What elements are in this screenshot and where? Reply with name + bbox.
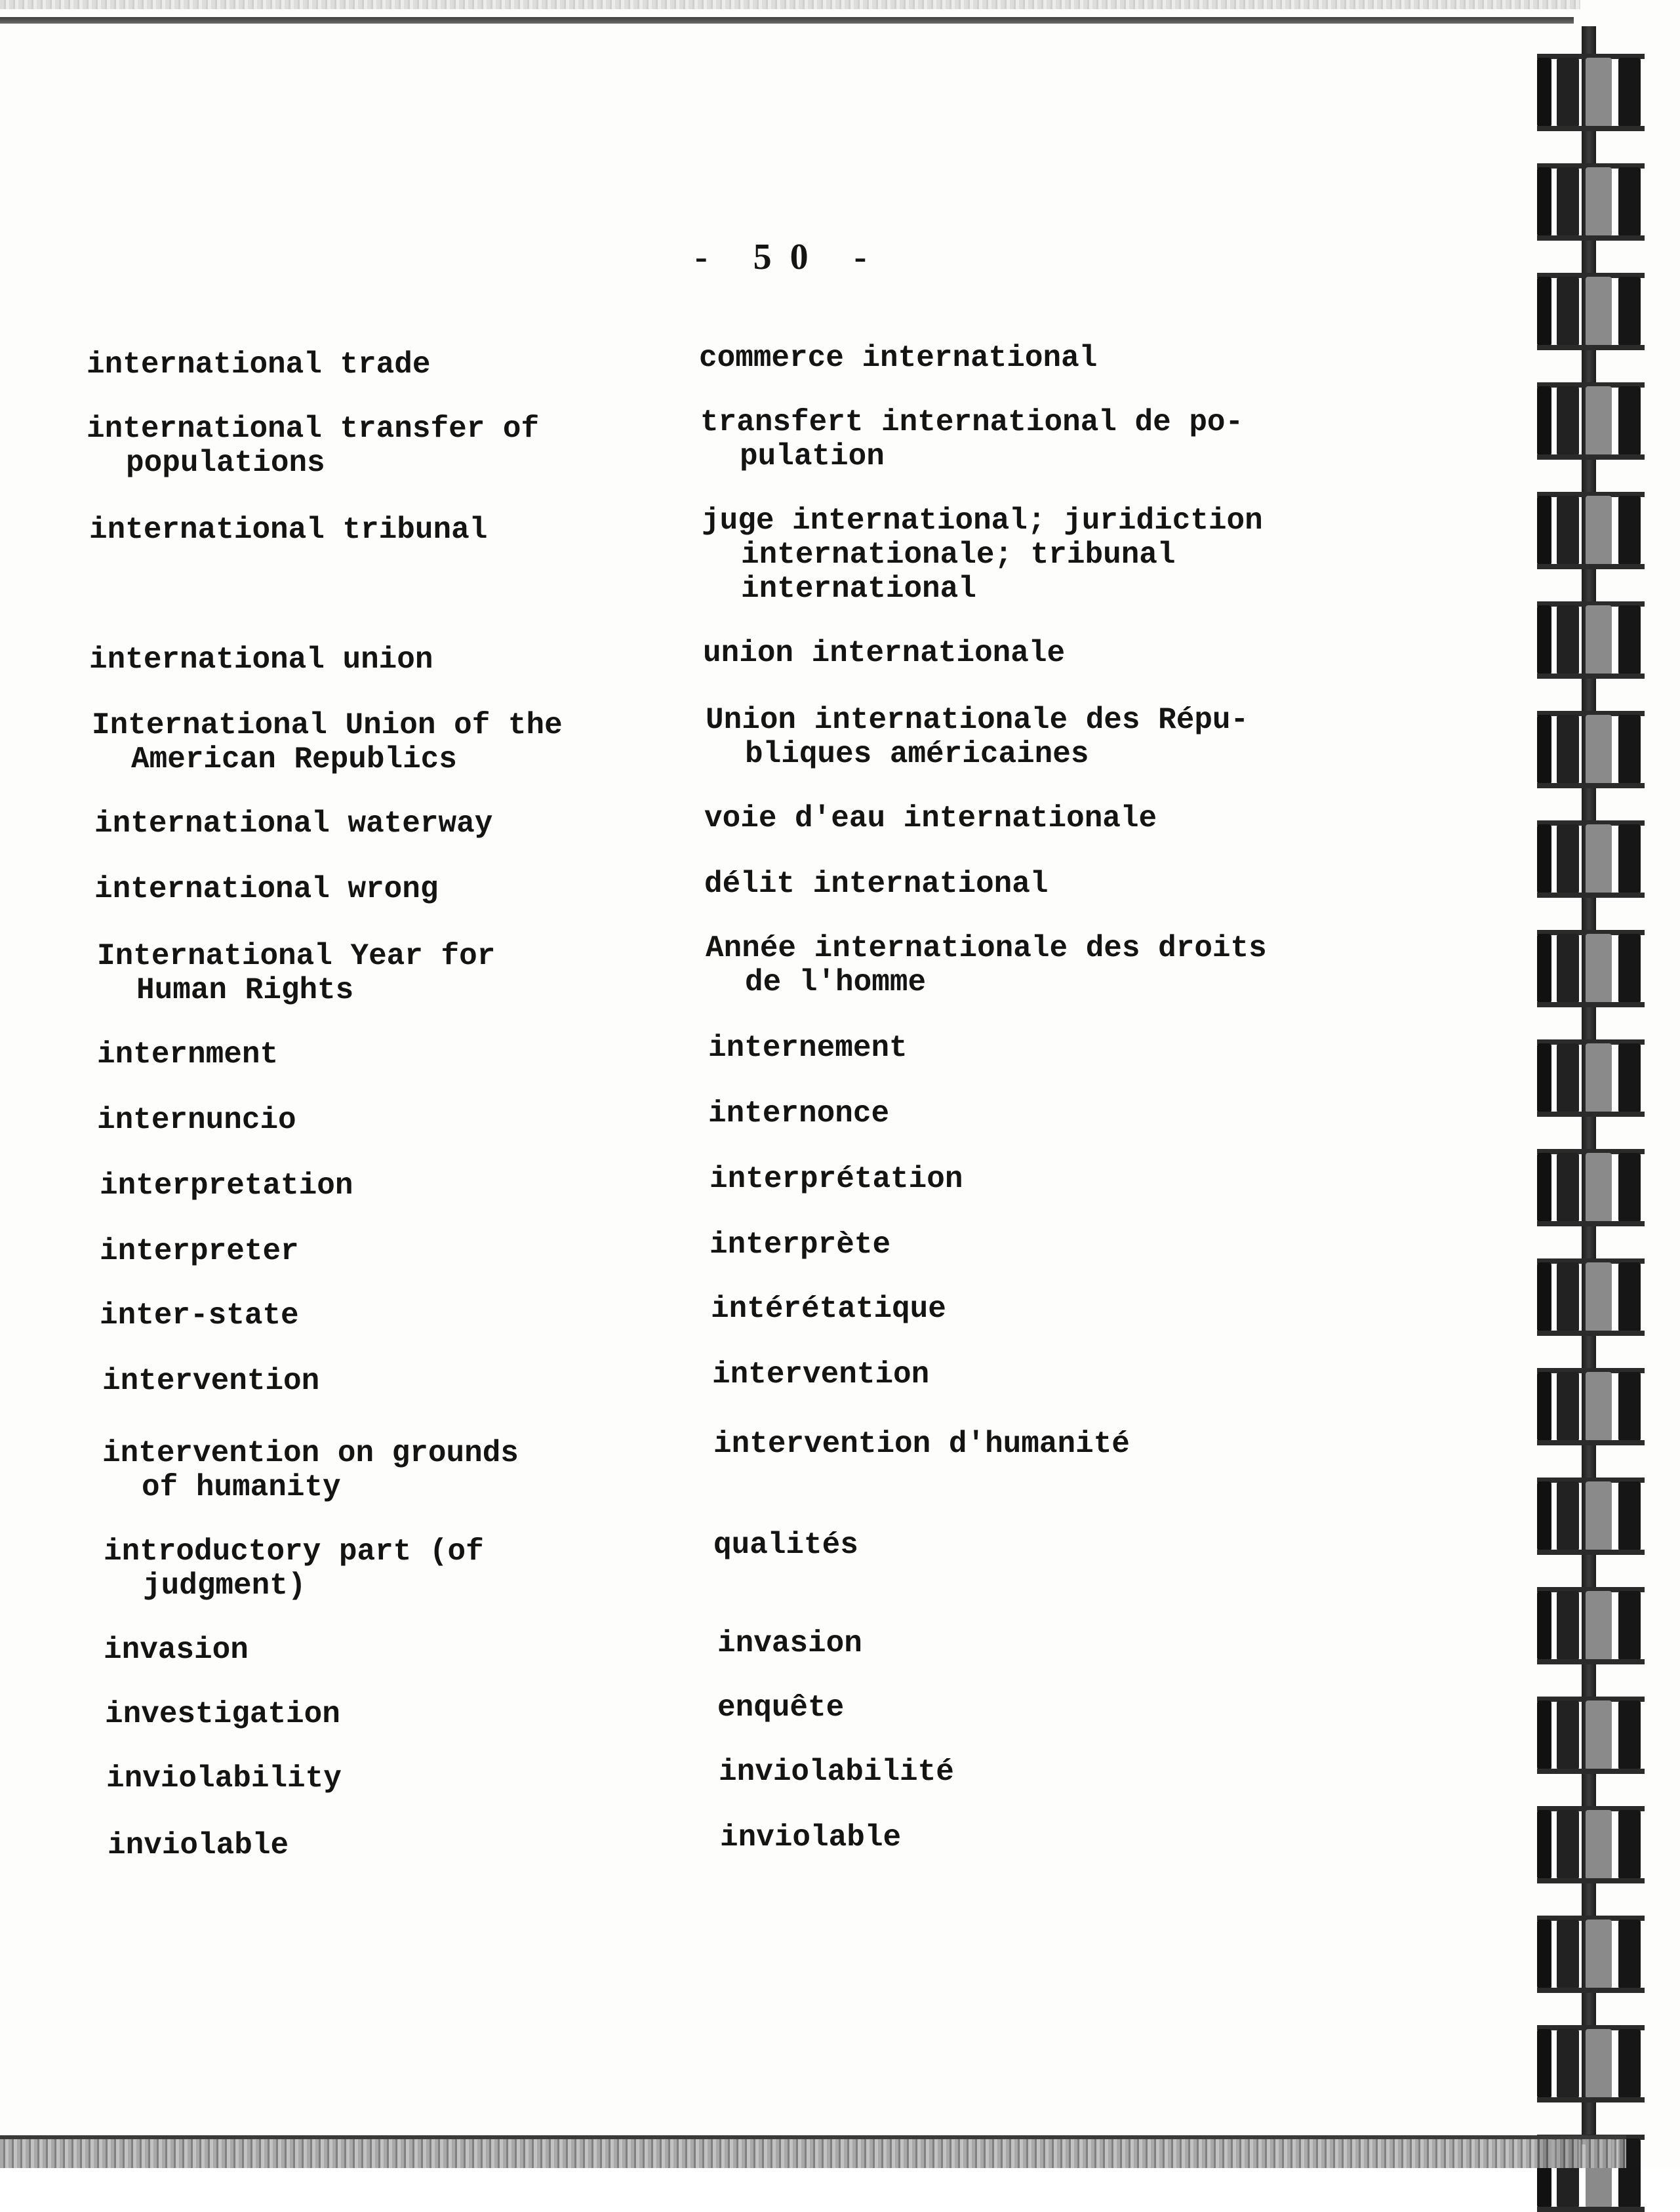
binding-ring-icon (1537, 273, 1645, 350)
binding-ring-icon (1537, 601, 1645, 679)
term-line: voie d'eau internationale (704, 801, 1157, 835)
bottom-edge-shadow (0, 2139, 1626, 2168)
english-term (105, 1697, 340, 1731)
binding-ring-icon (1537, 820, 1645, 898)
term-line: interprétation (710, 1162, 963, 1196)
binding-ring-icon (1537, 382, 1645, 460)
english-term (102, 1364, 319, 1398)
english-term (94, 872, 439, 906)
term-continuation-line: internationale; tribunal (741, 538, 1176, 572)
english-term (108, 1828, 289, 1862)
french-term (704, 801, 1157, 835)
binding-ring-icon (1537, 1587, 1645, 1664)
term-line: juge international; juridiction (702, 504, 1263, 538)
english-term (106, 1761, 342, 1796)
french-term (717, 1691, 844, 1725)
term-continuation-line: de l'homme (745, 965, 927, 999)
term-line: union internationale (703, 636, 1066, 670)
term-line: inviolable (720, 1820, 902, 1855)
term-continuation-line: bliques américaines (745, 737, 1089, 771)
term-line: internonce (708, 1096, 890, 1131)
english-term (100, 1234, 299, 1268)
french-term (708, 1096, 889, 1131)
binding-ring-icon (1537, 1149, 1645, 1226)
term-continuation-line: Human Rights (136, 973, 354, 1007)
term-continuation-line: international (741, 572, 976, 606)
term-line: interpreter (100, 1234, 299, 1268)
french-term (712, 1357, 929, 1392)
term-continuation-line: judgment) (143, 1569, 306, 1603)
english-term (87, 412, 539, 480)
binding-ring-icon (1537, 1478, 1645, 1555)
french-term (706, 703, 1249, 771)
term-line: enquête (717, 1691, 845, 1725)
term-line: qualités (713, 1528, 858, 1562)
term-line: International Union of the (92, 708, 563, 742)
french-term (717, 1626, 862, 1660)
english-term (104, 1633, 249, 1667)
term-line: internment (97, 1037, 279, 1072)
term-line: international transfer of (87, 412, 540, 446)
binding-ring-icon (1537, 2025, 1645, 2102)
term-line: transfert international de po- (700, 405, 1244, 439)
binding-ring-icon (1537, 54, 1645, 131)
french-term (703, 636, 1065, 670)
term-line: inviolability (106, 1761, 342, 1796)
binding-ring-icon (1537, 711, 1645, 788)
term-line: intervention (102, 1364, 320, 1398)
term-line: commerce international (699, 341, 1098, 375)
binding-ring-icon (1537, 1916, 1645, 1993)
term-line: inviolable (108, 1828, 289, 1862)
term-line: inter-state (100, 1298, 299, 1333)
french-term (713, 1528, 858, 1562)
top-rule (0, 17, 1574, 24)
term-line: introductory part (of (104, 1535, 484, 1569)
binding-ring-icon (1537, 1697, 1645, 1774)
french-term (702, 504, 1263, 606)
term-continuation-line: of humanity (142, 1470, 341, 1504)
english-term (87, 348, 431, 382)
english-term (97, 1103, 296, 1137)
french-term (699, 341, 1097, 375)
term-line: invasion (104, 1633, 249, 1667)
english-term (97, 939, 495, 1007)
french-term (706, 931, 1267, 999)
term-line: international union (89, 643, 433, 677)
term-line: intervention d'humanité (713, 1427, 1130, 1461)
term-line: international wrong (94, 872, 439, 906)
term-line: interprète (710, 1228, 891, 1262)
term-line: international tribunal (89, 513, 488, 547)
french-term (719, 1755, 954, 1789)
term-continuation-line: pulation (740, 439, 885, 473)
binding-ring-icon (1537, 930, 1645, 1007)
binding-ring-icon (1537, 1806, 1645, 1883)
binding-ring-icon (1537, 1258, 1645, 1336)
term-line: invasion (717, 1626, 862, 1660)
french-term (713, 1427, 1130, 1461)
page-number: - 50 - (695, 237, 885, 277)
english-term (97, 1037, 278, 1072)
term-line: intervention on grounds (102, 1436, 519, 1470)
french-term (711, 1292, 946, 1326)
binding-ring-icon (1537, 1039, 1645, 1117)
french-term (704, 867, 1049, 901)
binding-ring-icon (1537, 1368, 1645, 1445)
french-term (708, 1031, 908, 1065)
english-term (104, 1535, 484, 1603)
english-term (100, 1169, 353, 1203)
english-term (100, 1298, 299, 1333)
french-term (710, 1162, 963, 1196)
english-term (94, 807, 492, 841)
binding-ring-icon (1537, 492, 1645, 569)
term-continuation-line: American Republics (131, 742, 457, 776)
english-term (89, 513, 487, 547)
english-term (89, 643, 433, 677)
term-line: Année internationale des droits (706, 931, 1267, 965)
term-line: investigation (105, 1697, 340, 1731)
term-line: inviolabilité (719, 1755, 954, 1789)
term-line: internement (708, 1031, 908, 1065)
binding-ring-icon (1537, 163, 1645, 241)
term-line: intérétatique (711, 1292, 946, 1326)
term-line: international waterway (94, 807, 493, 841)
french-term (700, 405, 1243, 473)
french-term (720, 1820, 901, 1855)
term-line: Union internationale des Répu- (706, 703, 1249, 737)
english-term (102, 1436, 519, 1504)
term-continuation-line: populations (126, 446, 325, 480)
english-term (92, 708, 563, 776)
term-line: international trade (87, 348, 431, 382)
term-line: interpretation (100, 1169, 353, 1203)
term-line: internuncio (97, 1103, 296, 1137)
term-line: intervention (712, 1357, 930, 1392)
french-term (710, 1228, 890, 1262)
term-line: International Year for (97, 939, 496, 973)
term-line: délit international (704, 867, 1049, 901)
top-edge-shadow (0, 0, 1580, 9)
